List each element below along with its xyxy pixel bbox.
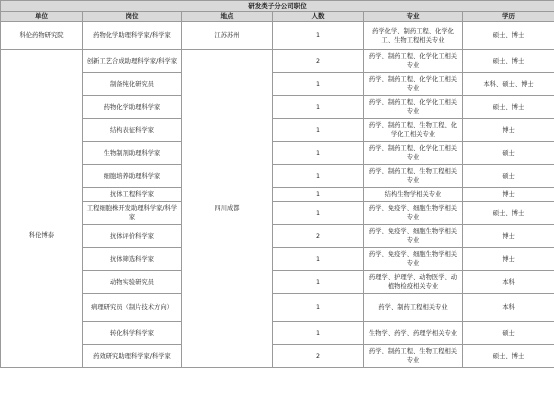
degree-cell: 硕士、博士 xyxy=(463,202,554,225)
count-cell: 2 xyxy=(273,345,364,368)
major-cell: 药学化学、制药工程、化学化工、生物工程相关专业 xyxy=(364,22,463,50)
major-cell: 药学、免疫学、细胞生物学相关专业 xyxy=(364,248,463,271)
count-cell: 1 xyxy=(273,248,364,271)
unit-cell: 科伦药物研究院 xyxy=(1,22,83,50)
degree-cell: 本科、硕士、博士 xyxy=(463,73,554,96)
table-row xyxy=(1,119,554,142)
position-cell: 创新工艺合成助理科学家/科学家 xyxy=(83,50,182,73)
degree-cell: 硕士 xyxy=(463,322,554,345)
major-cell: 药学、制药工程、化学化工相关专业 xyxy=(364,73,463,96)
position-cell: 抗体评价科学家 xyxy=(83,225,182,248)
location-cell: 四川成都 xyxy=(182,50,273,368)
header-degree: 学历 xyxy=(463,12,554,22)
count-cell: 1 xyxy=(273,188,364,202)
position-cell: 制备纯化研究员 xyxy=(83,73,182,96)
count-cell: 1 xyxy=(273,96,364,119)
position-cell: 工程细胞株开发助理科学家/科学家 xyxy=(83,202,182,225)
table-row xyxy=(1,345,554,368)
major-cell: 药学、制药工程、生物工程、化学化工相关专业 xyxy=(364,119,463,142)
location-cell: 江苏苏州 xyxy=(182,22,273,50)
degree-cell: 硕士 xyxy=(463,165,554,188)
table-title: 研发类子分公司职位 xyxy=(1,1,554,12)
major-cell: 药学、制药工程、化学化工相关专业 xyxy=(364,50,463,73)
degree-cell: 博士 xyxy=(463,119,554,142)
table-row xyxy=(1,225,554,248)
header-major: 专业 xyxy=(364,12,463,22)
table-row xyxy=(1,142,554,165)
count-cell: 1 xyxy=(273,165,364,188)
position-cell: 抗体筛选科学家 xyxy=(83,248,182,271)
count-cell: 1 xyxy=(273,202,364,225)
major-cell: 生物学、药学、药理学相关专业 xyxy=(364,322,463,345)
degree-cell: 硕士、博士 xyxy=(463,50,554,73)
header-location: 地点 xyxy=(182,12,273,22)
position-cell: 抗体工程科学家 xyxy=(83,188,182,202)
count-cell: 1 xyxy=(273,119,364,142)
header-count: 人数 xyxy=(273,12,364,22)
position-cell: 生物制剂助理科学家 xyxy=(83,142,182,165)
header-position: 岗位 xyxy=(83,12,182,22)
table-row xyxy=(1,248,554,271)
major-cell: 药学、制药工程、化学化工相关专业 xyxy=(364,142,463,165)
table-row xyxy=(1,202,554,225)
degree-cell: 硕士、博士 xyxy=(463,96,554,119)
count-cell: 1 xyxy=(273,142,364,165)
degree-cell: 硕士、博士 xyxy=(463,345,554,368)
degree-cell: 博士 xyxy=(463,248,554,271)
table-row xyxy=(1,50,554,73)
degree-cell: 硕士 xyxy=(463,142,554,165)
table-row xyxy=(1,165,554,188)
position-cell: 结构表征科学家 xyxy=(83,119,182,142)
position-cell: 药物化学助理科学家 xyxy=(83,96,182,119)
major-cell: 药学、制药工程、化学化工相关专业 xyxy=(364,96,463,119)
table-row xyxy=(1,271,554,294)
table-row xyxy=(1,322,554,345)
count-cell: 1 xyxy=(273,294,364,322)
degree-cell: 硕士、博士 xyxy=(463,22,554,50)
count-cell: 2 xyxy=(273,225,364,248)
position-cell: 病理研究员（制片技术方向） xyxy=(83,294,182,322)
count-cell: 1 xyxy=(273,322,364,345)
major-cell: 药学、制药工程相关专业 xyxy=(364,294,463,322)
position-cell: 细胞培养助理科学家 xyxy=(83,165,182,188)
count-cell: 1 xyxy=(273,22,364,50)
position-cell: 药物化学助理科学家/科学家 xyxy=(83,22,182,50)
major-cell: 药理学、护理学、动物医学、动植物检疫相关专业 xyxy=(364,271,463,294)
count-cell: 1 xyxy=(273,73,364,96)
table-row xyxy=(1,22,554,50)
table-row xyxy=(1,73,554,96)
major-cell: 药学、免疫学、细胞生物学相关专业 xyxy=(364,202,463,225)
table-row xyxy=(1,96,554,119)
count-cell: 2 xyxy=(273,50,364,73)
degree-cell: 博士 xyxy=(463,188,554,202)
major-cell: 药学、制药工程、生物工程相关专业 xyxy=(364,165,463,188)
major-cell: 药学、免疫学、细胞生物学相关专业 xyxy=(364,225,463,248)
position-cell: 转化科学科学家 xyxy=(83,322,182,345)
table-row xyxy=(1,188,554,202)
unit-cell: 科伦博泰 xyxy=(1,50,83,368)
major-cell: 结构生物学相关专业 xyxy=(364,188,463,202)
position-cell: 药效研究助理科学家/科学家 xyxy=(83,345,182,368)
degree-cell: 博士 xyxy=(463,225,554,248)
count-cell: 1 xyxy=(273,271,364,294)
table-row xyxy=(1,294,554,322)
degree-cell: 本科 xyxy=(463,271,554,294)
position-cell: 动物实验研究员 xyxy=(83,271,182,294)
major-cell: 药学、制药工程、生物工程相关专业 xyxy=(364,345,463,368)
degree-cell: 本科 xyxy=(463,294,554,322)
header-unit: 单位 xyxy=(1,12,83,22)
